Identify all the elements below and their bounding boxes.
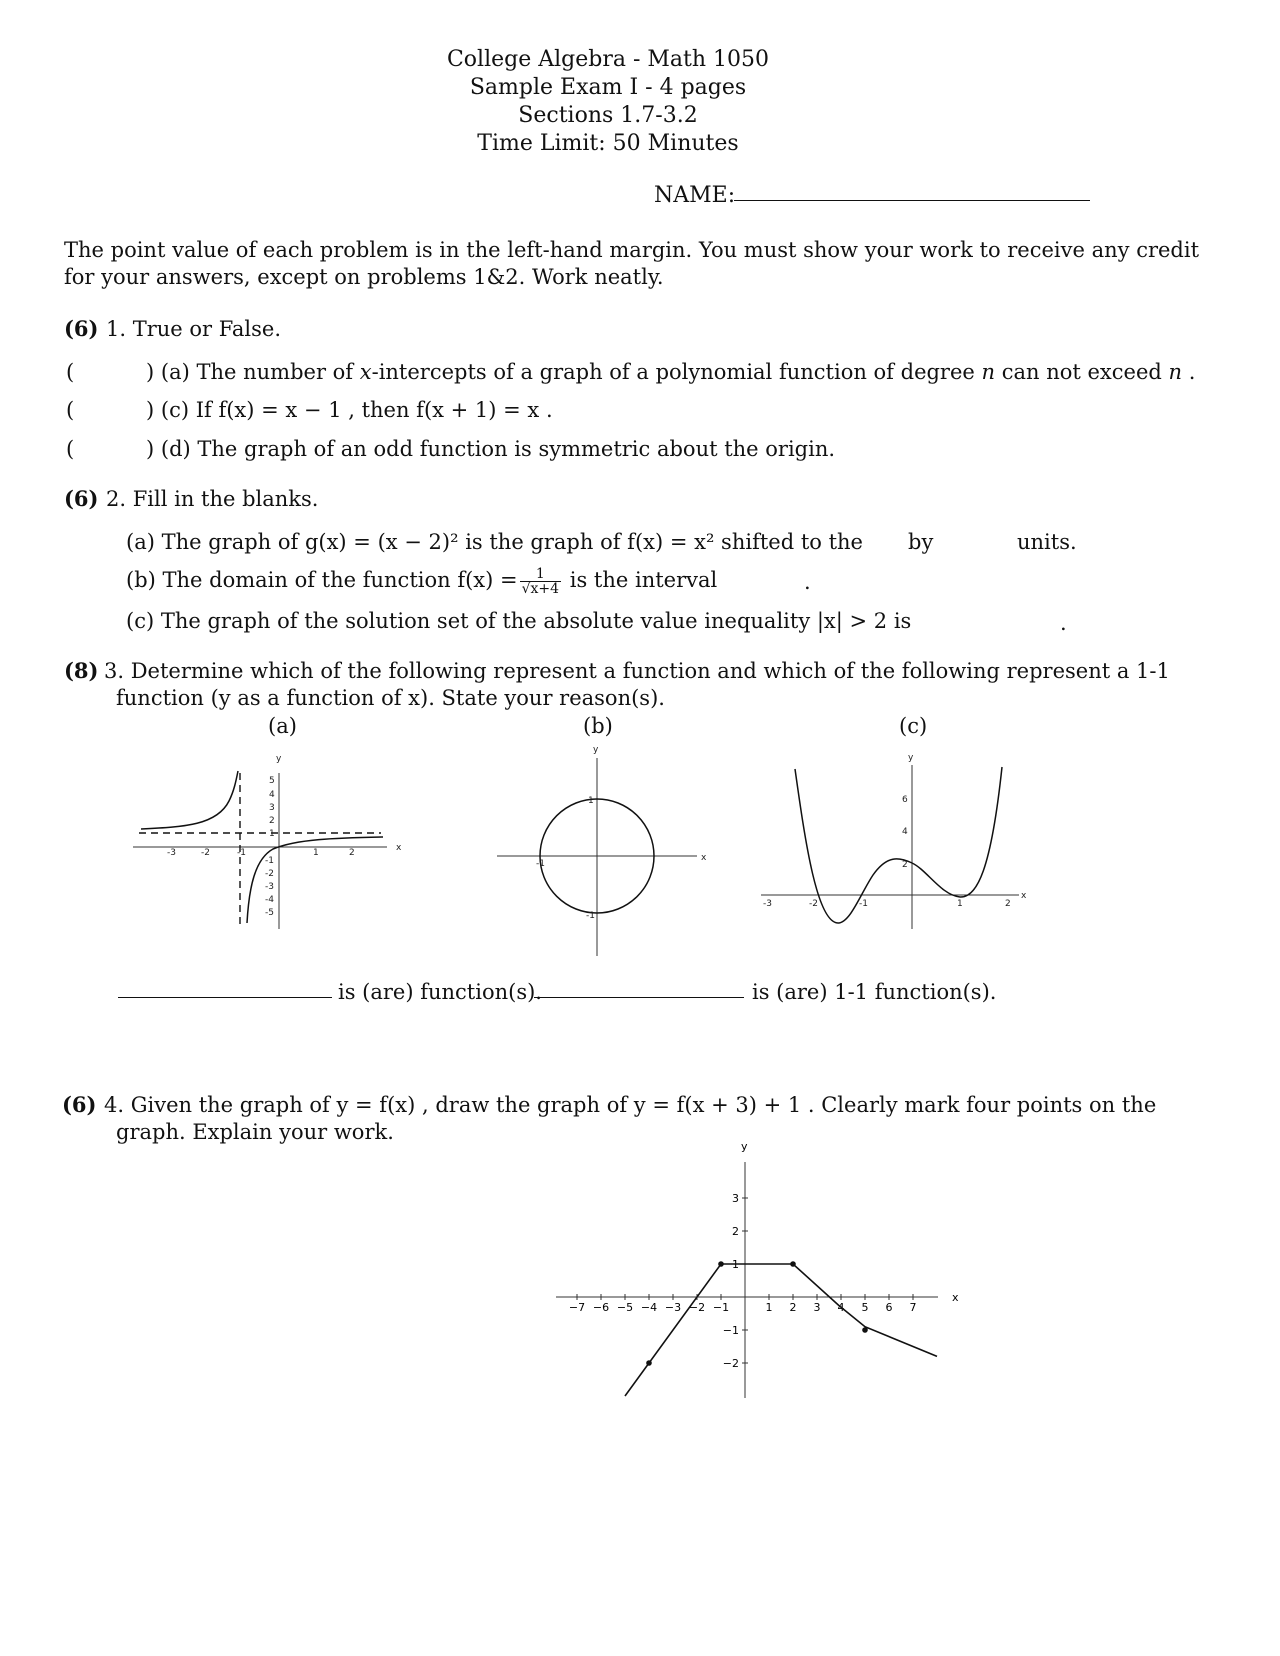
q4-marked-point	[862, 1327, 868, 1333]
q4-marked-point	[718, 1261, 724, 1267]
q2-points: (6)	[64, 486, 99, 511]
q4-xtick-label: −6	[592, 1301, 610, 1314]
q4-xtick-label: 1	[765, 1301, 773, 1314]
q4-line-2: graph. Explain your work.	[116, 1120, 394, 1144]
graph-a-x-label: x	[396, 843, 402, 853]
q4-xtick-label: 3	[813, 1301, 821, 1314]
graph-c-xtick-neg3: -3	[763, 899, 772, 909]
q4-graph[interactable]	[0, 1130, 1216, 1420]
q4-xtick-label: −7	[568, 1301, 586, 1314]
exam-subtitle: Sample Exam I - 4 pages	[469, 75, 747, 100]
q2a-units: units.	[1017, 530, 1077, 554]
graph-a-ytick-neg5: -5	[265, 908, 274, 918]
q4-line-1: 4. Given the graph of y = f(x) , draw the graph of y = f(x + 3) + 1 . Clearly mark four points on the	[104, 1093, 1157, 1117]
q2a-statement: (a) The graph of g(x) = (x − 2)² is the graph of f(x) = x² shifted to the	[126, 530, 863, 554]
q1d-open-paren[interactable]: (	[66, 437, 75, 461]
name-label: NAME:	[654, 183, 736, 208]
q4-marked-point	[646, 1360, 652, 1366]
graph-b-tick-neg1-x: -1	[536, 859, 545, 869]
graph-b-tick-1: 1	[588, 796, 594, 806]
q2a-by: by	[908, 530, 934, 554]
q4-xtick-label: 6	[885, 1301, 893, 1314]
q4-function-curve	[625, 1264, 937, 1396]
name-blank[interactable]	[734, 200, 1090, 201]
q4-xtick-label: −3	[664, 1301, 682, 1314]
graph-a-xtick-neg3: -3	[167, 848, 176, 858]
q4-x-label: x	[952, 1291, 959, 1304]
instructions-line-1: The point value of each problem is in the left-hand margin. You must show your work to receive any credit	[64, 238, 1200, 262]
q3-line-2: function (y as a function of x). State your reason(s).	[116, 686, 665, 710]
graph-c-x-label: x	[1021, 891, 1027, 901]
q4-ytick-label: −1	[722, 1324, 739, 1337]
q1a-close-paren: )	[146, 360, 155, 384]
q1a-open-paren[interactable]: (	[66, 360, 75, 384]
graph-b-tick-neg1-y: -1	[586, 911, 595, 921]
graph-a-ytick-neg4: -4	[265, 895, 274, 905]
q1-points: (6)	[64, 316, 99, 341]
graph-a-ytick-neg1: -1	[265, 856, 274, 866]
q2b-end-period: .	[804, 570, 811, 594]
graph-a-ytick-2: 2	[269, 816, 275, 826]
instructions-line-2: for your answers, except on problems 1&2. Work neatly.	[64, 265, 664, 289]
q3-function-answer-blank[interactable]	[118, 997, 332, 998]
q4-xtick-label: 2	[789, 1301, 797, 1314]
q4-y-label: y	[741, 1140, 748, 1153]
graph-c-ytick-4: 4	[902, 827, 908, 837]
q3-points: (8)	[64, 658, 99, 683]
q2c-end-period: .	[1060, 611, 1067, 635]
q3-graph-b	[492, 740, 722, 960]
q2b-fraction: $\frac{1}{√x+4}$	[521, 566, 560, 597]
q4-xtick-label: −5	[616, 1301, 634, 1314]
q4-xtick-label: −2	[688, 1301, 706, 1314]
graph-c-xtick-2: 2	[1005, 899, 1011, 909]
q3-line-1: 3. Determine which of the following represent a function and which of the following represent a 1-1	[104, 659, 1170, 683]
q2b-statement: (b) The domain of the function f(x) = $\frac{1}{√x+4}$ is the interval	[126, 566, 718, 597]
q4-ytick-label: 2	[732, 1225, 739, 1238]
graph-c-xtick-1: 1	[957, 899, 963, 909]
q3-label-b: (b)	[583, 714, 613, 738]
q3-one-to-one-answer-label: is (are) 1-1 function(s).	[752, 980, 997, 1004]
exam-course-title: College Algebra - Math 1050	[446, 47, 770, 72]
q3-label-c: (c)	[899, 714, 928, 738]
exam-time-limit: Time Limit: 50 Minutes	[477, 131, 739, 156]
q4-ytick-label: −2	[722, 1357, 739, 1370]
q2-title: 2. Fill in the blanks.	[106, 487, 319, 511]
graph-c-xtick-neg2: -2	[809, 899, 818, 909]
graph-a-xtick-1: 1	[313, 848, 319, 858]
q3-graph-a	[125, 745, 415, 935]
q4-xtick-label: −1	[712, 1301, 730, 1314]
graph-a-ytick-4: 4	[269, 790, 275, 800]
graph-c-curve	[795, 767, 1002, 923]
q3-label-a: (a)	[268, 714, 297, 738]
q3-function-answer-label: is (are) function(s).	[338, 980, 542, 1004]
graph-a-ytick-3: 3	[269, 803, 275, 813]
graph-c-y-label: y	[908, 753, 914, 763]
graph-a-ytick-5: 5	[269, 776, 275, 786]
q1-title: 1. True or False.	[106, 317, 282, 341]
graph-a-ytick-neg3: -3	[265, 882, 274, 892]
q3-one-to-one-answer-blank[interactable]	[534, 997, 744, 998]
q4-ytick-label: 3	[732, 1192, 739, 1205]
q4-xtick-label: 4	[837, 1301, 845, 1314]
q2c-statement: (c) The graph of the solution set of the absolute value inequality |x| > 2 is	[126, 609, 912, 633]
graph-a-xtick-neg1: -1	[237, 848, 246, 858]
graph-a-xtick-2: 2	[349, 848, 355, 858]
graph-a-y-label: y	[276, 754, 282, 764]
graph-a-xtick-neg2: -2	[201, 848, 210, 858]
q4-xtick-label: −4	[640, 1301, 658, 1314]
graph-b-x-label: x	[701, 853, 707, 863]
q1c-open-paren[interactable]: (	[66, 398, 75, 422]
q4-marked-point	[790, 1261, 796, 1267]
graph-c-ytick-6: 6	[902, 795, 908, 805]
q4-xtick-label: 7	[909, 1301, 917, 1314]
graph-c-xtick-neg1: -1	[859, 899, 868, 909]
q1c-statement: ) (c) If f(x) = x − 1 , then f(x + 1) = x .	[146, 398, 553, 422]
graph-a-ytick-neg2: -2	[265, 869, 274, 879]
q4-xtick-label: 5	[861, 1301, 869, 1314]
q1d-statement: ) (d) The graph of an odd function is symmetric about the origin.	[146, 437, 836, 461]
graph-b-y-label: y	[593, 745, 599, 755]
q3-graph-c	[755, 745, 1045, 935]
q1a-statement: ) (a) The number of x-intercepts of a graph of a polynomial function of degree n can not exceed n .	[146, 360, 1196, 384]
graph-a-left-branch	[141, 771, 238, 829]
exam-sections: Sections 1.7-3.2	[518, 103, 698, 128]
graph-a-ytick-1: 1	[269, 829, 275, 839]
q4-ytick-label: 1	[732, 1258, 739, 1271]
q4-points: (6)	[62, 1092, 97, 1117]
graph-c-ytick-2: 2	[902, 860, 908, 870]
